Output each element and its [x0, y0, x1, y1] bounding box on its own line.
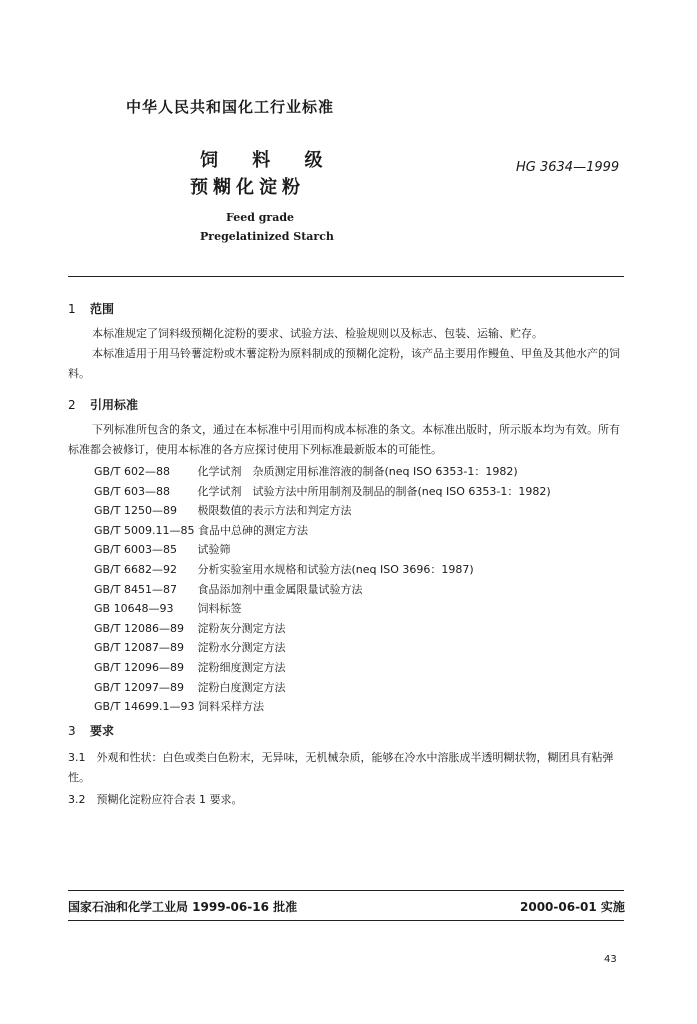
- reference-title: 试验筛: [197, 543, 231, 557]
- reference-item: [94, 638, 551, 658]
- reference-item: [94, 678, 551, 698]
- industry-standard-heading: 中华人民共和国化工行业标准: [126, 98, 335, 116]
- reference-code: GB/T 602—88: [94, 465, 170, 478]
- reference-code: GB/T 8451—87: [94, 582, 177, 596]
- reference-item: [94, 521, 551, 541]
- reference-code: GB/T 12096—89: [94, 660, 184, 674]
- reference-item: [94, 540, 551, 560]
- reference-item: [94, 697, 551, 717]
- reference-item: [94, 501, 551, 521]
- section-2-heading: [68, 396, 138, 413]
- section-number: 3: [68, 724, 76, 738]
- reference-code: GB/T 12097—89: [94, 680, 184, 694]
- reference-title: 食品添加剂中重金属限量试验方法: [197, 582, 363, 596]
- reference-item: [94, 560, 551, 580]
- item-text: 预糊化淀粉应符合表 1 要求。: [96, 793, 243, 806]
- approval-note: 国家石油和化学工业局 1999-06-16 批准: [68, 900, 298, 914]
- section-number: 1: [68, 302, 76, 316]
- reference-title: 淀粉灰分测定方法: [197, 621, 286, 635]
- title-line-2: 预糊化淀粉: [190, 177, 305, 198]
- reference-title: 淀粉白度测定方法: [197, 680, 286, 694]
- section-title: 引用标准: [90, 398, 139, 412]
- section-title: 范围: [90, 302, 115, 316]
- section-2-intro: 下列标准所包含的条文，通过在本标准中引用而构成本标准的条文。本标准出版时，所示版本均为有效。所有标准都会被修订，使用本标准的各方应探讨使用下列标准最新版本的可能性。: [68, 423, 620, 456]
- reference-title: 极限数值的表示方法和判定方法: [197, 504, 352, 518]
- reference-code: GB 10648—93: [94, 602, 174, 616]
- section-1-heading: [68, 300, 114, 317]
- reference-item: [94, 619, 551, 639]
- reference-code: GB/T 6682—92: [94, 562, 177, 576]
- english-title-line-2: Pregelatinized Starch: [200, 230, 334, 243]
- reference-item: [94, 482, 551, 502]
- title-line-1: 饲 料 级: [200, 150, 323, 171]
- footer-bottom-rule: [68, 920, 624, 921]
- footer-rule: [68, 890, 624, 891]
- reference-code: GB/T 1250—89: [94, 504, 177, 518]
- reference-code: GB/T 603—88: [94, 484, 170, 498]
- reference-title: 化学试剂 杂质测定用标准溶液的制备(neq ISO 6353-1：1982): [197, 465, 518, 478]
- section-1-paragraph-1: 本标准规定了饲料级预糊化淀粉的要求、试验方法、检验规则以及标志、包装、运输、贮存。: [92, 327, 543, 340]
- reference-code: GB/T 12086—89: [94, 621, 184, 635]
- effective-date: 2000-06-01 实施: [520, 900, 625, 914]
- reference-item: [94, 462, 551, 482]
- reference-title: 淀粉细度测定方法: [197, 660, 286, 674]
- section-3-heading: [68, 722, 114, 739]
- section-number: 2: [68, 398, 76, 412]
- reference-list: [94, 462, 551, 717]
- page-number: 43: [604, 954, 617, 965]
- reference-title: 淀粉水分测定方法: [197, 641, 286, 655]
- reference-title: 饲料标签: [197, 602, 242, 616]
- reference-item: [94, 599, 551, 619]
- item-number: 3.1: [68, 751, 86, 764]
- reference-code: GB/T 6003—85: [94, 543, 177, 557]
- section-1-paragraph-2: 本标准适用于用马铃薯淀粉或木薯淀粉为原料制成的预糊化淀粉，该产品主要用作鳗鱼、甲鱼及其他水产的饲料。: [68, 347, 620, 380]
- reference-title: 饲料采样方法: [197, 700, 264, 714]
- section-3-item-2: [68, 790, 624, 810]
- item-text: 外观和性状：白色或类白色粉末，无异味，无机械杂质，能够在冷水中溶胀成半透明糊状物，糊团具有粘弹性。: [68, 751, 614, 784]
- reference-code: GB/T 14699.1—93: [94, 700, 195, 714]
- reference-title: 食品中总砷的测定方法: [197, 523, 308, 537]
- reference-code: GB/T 12087—89: [94, 641, 184, 655]
- reference-title: 分析实验室用水规格和试验方法(neq ISO 3696：1987): [197, 562, 474, 576]
- reference-code: GB/T 5009.11—85: [94, 523, 195, 537]
- reference-title: 化学试剂 试验方法中所用制剂及制品的制备(neq ISO 6353-1：1982): [197, 484, 551, 498]
- standard-code: HG 3634—1999: [516, 160, 620, 175]
- reference-item: [94, 658, 551, 678]
- header-rule: [68, 276, 624, 277]
- section-title: 要求: [90, 724, 115, 738]
- english-title-line-1: Feed grade: [226, 211, 295, 224]
- reference-item: [94, 580, 551, 600]
- item-number: 3.2: [68, 793, 86, 806]
- section-3-item-1: [68, 748, 624, 788]
